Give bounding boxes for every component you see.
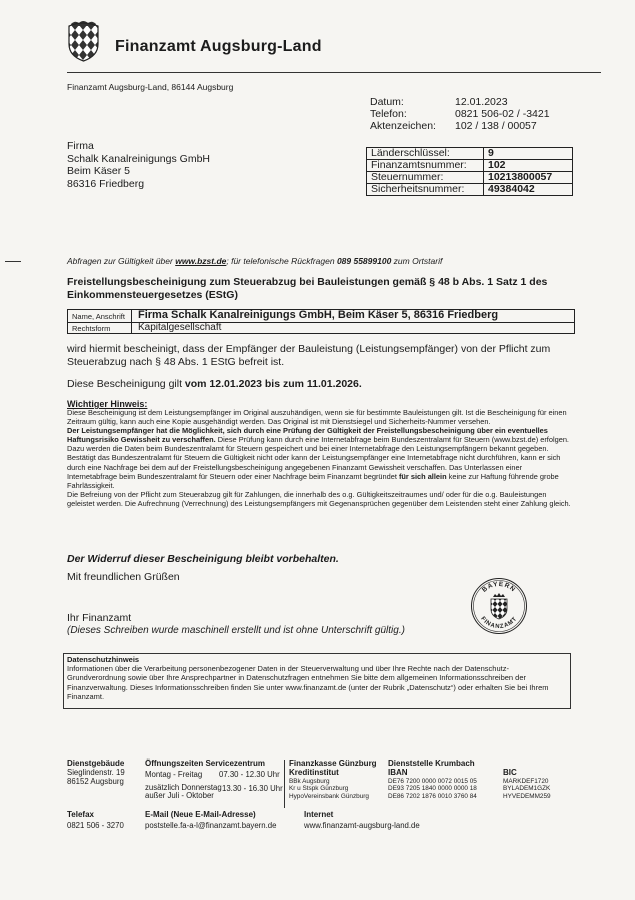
signature-note: (Dieses Schreiben wurde maschinell erstellt und ist ohne Unterschrift gültig.) — [67, 625, 405, 636]
footer-heading: BIC — [503, 768, 517, 777]
footer-heading: Dienststelle Krumbach — [388, 759, 475, 768]
notice-text — [67, 408, 572, 508]
footer-line: 86152 Augsburg — [67, 776, 124, 786]
verify-text: Abfragen zur Gültigkeit über — [67, 256, 176, 266]
date-label: Datum: — [370, 96, 404, 108]
key-label: Steuernummer: — [367, 172, 484, 184]
notice-paragraph: Diese Bescheinigung ist dem Leistungsempfänger im Original auszuhändigen, wenn sie für bestimmte Bauleistungen gilt. Ist die Bescheinigung für einen Zeitraum gültig, kann auch eine Kopie ausgehändigt werden. Das Original ist mit Dienstsiegel und Sicherheits-Nummer versehen. — [67, 408, 567, 427]
footer-heading: Öffnungszeiten Servicezentrum — [145, 759, 266, 768]
key-value: 102 — [484, 160, 573, 172]
hours-day: außer Juli - Oktober — [145, 791, 214, 800]
key-value: 9 — [484, 148, 573, 160]
footer-email — [145, 811, 276, 831]
date-value: 12.01.2023 — [455, 96, 508, 108]
bic-value: MARKDEF1720 — [503, 777, 549, 785]
notice-paragraph: Die Befreiung von der Pflicht zum Steuerabzug gilt für Zahlungen, die innerhalb des o.g. Gültigkeitszeitraumes und/ oder für die o.g. Bauleistungen geleistet werden. Die Aufrechnung (Verrechnung) des Leistungsempfängers mit Gegenansprüchen gegenüber dem Leistenden steht einer Zahlung gleich. — [67, 489, 571, 508]
bavarian-lozenge-crest-icon — [67, 20, 100, 62]
footer-line: Sieglindenstr. 19 — [67, 767, 125, 777]
footer-building — [67, 760, 125, 786]
tax-keys-table — [366, 147, 573, 196]
footer-heading: E-Mail (Neue E-Mail-Adresse) — [145, 810, 256, 819]
greeting: Mit freundlichen Grüßen — [67, 571, 180, 583]
verify-url-link[interactable]: www.bzst.de — [175, 256, 227, 266]
form-label: Rechtsform — [72, 324, 111, 333]
sender-address: Finanzamt Augsburg-Land, 86144 Augsburg — [67, 82, 234, 92]
recipient-line: Beim Käser 5 — [67, 165, 131, 177]
name-value: Firma Schalk Kanalreinigungs GmbH, Beim Käser 5, 86316 Friedberg — [138, 309, 499, 321]
form-value: Kapitalgesellschaft — [138, 322, 222, 333]
table-row — [367, 172, 573, 184]
company-box-separator — [131, 310, 132, 333]
hours-day: zusätzlich Donnerstag — [145, 783, 222, 792]
footer-heading: IBAN — [388, 767, 408, 777]
email-link[interactable]: poststelle.fa-a-l@finanzamt.bayern.de — [145, 820, 277, 830]
key-label: Länderschlüssel: — [367, 148, 484, 160]
phone-value: 0821 506-02 / -3421 — [455, 108, 550, 120]
key-value: 49384042 — [484, 184, 573, 196]
privacy-notice-box — [63, 653, 571, 709]
footer-heading: Dienstgebäude — [67, 759, 125, 768]
footer-separator — [284, 760, 285, 808]
name-label: Name, Anschrift — [72, 312, 125, 321]
notice-bold: für sich allein — [398, 471, 447, 481]
footer-heading: Kreditinstitut — [289, 767, 339, 777]
footer-heading: Internet — [304, 810, 334, 819]
fax-value: 0821 506 - 3270 — [67, 820, 124, 830]
footer-fax — [67, 811, 124, 831]
hours-time: 13.30 - 16.30 Uhr — [222, 784, 283, 793]
hours-day: Montag - Freitag — [145, 770, 203, 779]
validity-statement — [67, 378, 362, 390]
recipient-address — [67, 140, 210, 190]
bank-name: BBk Augsburg — [289, 777, 330, 785]
svg-text:BAYERN: BAYERN — [481, 580, 517, 594]
notice-title: Wichtiger Hinweis: — [67, 399, 148, 409]
notice-bold: Der Leistungsempfänger hat die Möglichkeit, sich durch eine Prüfung der Gültigkeit der Freistellungsbescheinigung über ein eventuelles Haftungsrisiko Gewissheit zu verschaffen. — [67, 426, 548, 445]
iban-value: DE76 7200 0000 0072 0015 05 — [388, 777, 477, 785]
table-row — [367, 184, 573, 196]
notice-paragraph — [67, 426, 572, 490]
file-value: 102 / 138 / 00057 — [455, 120, 537, 132]
footer-heading: Telefax — [67, 810, 94, 819]
recipient-line: Schalk Kanalreinigungs GmbH — [67, 152, 210, 165]
footer-bic — [503, 769, 551, 801]
validity-range: vom 12.01.2023 bis zum 11.01.2026. — [184, 378, 362, 390]
key-value: 10213800057 — [484, 172, 573, 184]
privacy-text: Informationen über die Verarbeitung personenbezogener Daten in der Steuerverwaltung und über Ihre Rechte nach der Datenschutz-Grundverordnung sowie über Ihre Ansprechpartner in Datenschutzfragen entnehmen Sie bitte dem allgemeinen Informationsschreiben der Finanzverwaltung. Dieses Informationsschreiben finden Sie unter www.finanzamt.de (unter der Rubrik „Datenschutz“) oder erhalten Sie bei Ihrem Finanzamt. — [67, 664, 549, 701]
verify-text: ; für telefonische Rückfragen — [226, 256, 337, 266]
phone-label: Telefon: — [370, 108, 407, 120]
footer-iban — [388, 760, 477, 800]
footer-heading: Finanzkasse Günzburg — [289, 759, 377, 768]
bic-value: HYVEDEMM259 — [503, 792, 551, 800]
recipient-line: 86316 Friedberg — [67, 177, 145, 190]
key-label: Finanzamtsnummer: — [367, 160, 484, 172]
iban-value: DE86 7202 1876 0010 3760 84 — [388, 792, 477, 800]
notice-text-span: Diese Prüfung kann durch eine Internetabfrage beim Bundeszentralamt für Steuern (www.bzst.de) erfolgen. Dazu werden die Daten beim Bundeszentralamt für Steuern gespeichert und bei einer Internetabfrage den Leistungsempfängern bekannt gegeben. Bestätigt das Bundeszentralamt für Steuern die Gültigkeit nicht oder kann der Leistungsempfänger eine Internetabfrage nicht durchführen, kann er sich durch eine Nachfrage bei dem auf der Freistellungsbescheinigung angegebenen Finanzamt Gewissheit verschaffen. Das Unterlassen einer Internetabfrage beim Bundeszentralamt für Steuern oder einer Nachfrage beim Finanzamt begründet — [67, 435, 569, 481]
footer-hours — [145, 760, 265, 769]
meta-labels — [370, 96, 436, 132]
file-label: Aktenzeichen: — [370, 120, 436, 132]
privacy-title: Datenschutzhinweis — [67, 655, 140, 664]
hours-time: 07.30 - 12.30 Uhr — [219, 770, 280, 779]
verification-hint — [67, 256, 442, 266]
svg-text:FINANZAMT: FINANZAMT — [479, 615, 519, 631]
company-box — [67, 309, 575, 334]
fold-mark — [5, 261, 21, 262]
website-link[interactable]: www.finanzamt-augsburg-land.de — [304, 820, 420, 830]
table-row — [367, 160, 573, 172]
bank-name: Kr u Stspk Günzburg — [289, 785, 349, 793]
iban-value: DE93 7205 1840 0000 0000 18 — [388, 785, 477, 793]
header-divider — [67, 72, 601, 73]
verify-phone: 089 55899100 — [336, 256, 392, 266]
validity-text: Diese Bescheinigung gilt — [67, 378, 185, 390]
body-text: wird hiermit bescheinigt, dass der Empfänger der Bauleistung (Leistungsempfänger) von der Pflicht zum Steuerabzug nach § 48 Abs. 1 EStG befreit ist. — [67, 343, 551, 368]
bank-name: HypoVereinsbank Günzburg — [289, 792, 369, 800]
key-label: Sicherheitsnummer: — [367, 184, 484, 196]
meta-values — [455, 96, 550, 132]
official-seal-icon — [470, 577, 528, 635]
document-heading: Freistellungsbescheinigung zum Steuerabzug bei Bauleistungen gemäß § 48 b Abs. 1 Satz 1 des Einkommensteuergesetzes (EStG) — [67, 276, 548, 301]
verify-text: zum Ortstarif — [391, 256, 443, 266]
signature-office: Ihr Finanzamt — [67, 612, 132, 624]
recipient-line: Firma — [67, 140, 94, 152]
table-row — [367, 148, 573, 160]
notice-text-span: keine zur Haftung führende grobe Fahrlässigkeit. — [67, 471, 559, 490]
bic-value: BYLADEM1GZK — [503, 785, 551, 793]
office-name: Finanzamt Augsburg-Land — [115, 38, 322, 55]
footer-web — [304, 811, 420, 831]
revocation-note: Der Widerruf dieser Bescheinigung bleibt vorbehalten. — [67, 553, 339, 565]
footer-bank — [289, 760, 377, 800]
